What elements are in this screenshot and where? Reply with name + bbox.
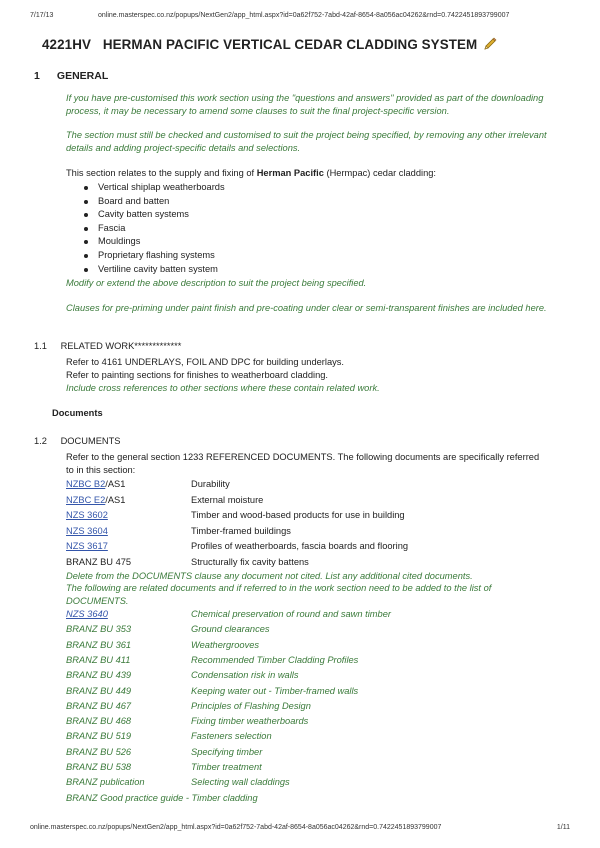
- document-link[interactable]: NZS 3640: [66, 609, 108, 619]
- document-title: External moisture: [191, 494, 264, 505]
- document-title: Principles of Flashing Design: [191, 700, 311, 711]
- table-row: [66, 539, 566, 554]
- document-title: Timber-framed buildings: [191, 525, 291, 536]
- document-code: BRANZ BU 475: [66, 556, 132, 567]
- table-row: [66, 638, 566, 653]
- header-url: online.masterspec.co.nz/popups/NextGen2/app_html.aspx?id=0a62f752-7abd-42af-8654-8a056ac04262&rnd=0.7422451893799007: [98, 12, 510, 19]
- general-note-1: If you have pre-customised this work section using the "questions and answers" provided as part of the downloading process, it may be necessary to amend some clauses to suit the final project-specific version.: [66, 93, 544, 116]
- general-note-3: Modify or extend the above description to suit the project being specified.: [66, 278, 367, 288]
- document-code: BRANZ BU 467: [66, 700, 132, 711]
- document-title: Ground clearances: [191, 624, 270, 635]
- document-title: Fasteners selection: [191, 731, 272, 742]
- general-note-2: The section must still be checked and customised to suit the project being specified, by removing any other irrelevant details and adding project-specific details and selections.: [66, 130, 547, 153]
- table-row: [66, 493, 566, 508]
- footer-url: online.masterspec.co.nz/popups/NextGen2/app_html.aspx?id=0a62f752-7abd-42af-8654-8a056ac04262&rnd=0.7422451893799007: [30, 824, 442, 831]
- table-row: [66, 653, 566, 668]
- related-line-2: Refer to painting sections for finishes to weatherboard cladding.: [66, 370, 329, 380]
- document-code: BRANZ BU 411: [66, 654, 131, 665]
- list-item: Mouldings: [80, 235, 225, 249]
- document-title: Selecting wall claddings: [191, 777, 290, 788]
- document-code: BRANZ BU 353: [66, 624, 132, 635]
- documents-last-line: BRANZ Good practice guide - Timber cladding: [66, 793, 258, 803]
- table-row: [66, 508, 566, 523]
- table-row: [66, 555, 566, 570]
- table-row: [66, 607, 566, 622]
- document-title: Specifying timber: [191, 746, 263, 757]
- document-code: BRANZ BU 526: [66, 746, 132, 757]
- document-code: BRANZ BU 519: [66, 731, 132, 742]
- table-row: [66, 775, 566, 790]
- list-item: Cavity batten systems: [80, 208, 225, 222]
- related-line-1: Refer to 4161 UNDERLAYS, FOIL AND DPC for building underlays.: [66, 357, 344, 367]
- document-title: Timber treatment: [191, 762, 262, 772]
- document-code: [66, 539, 108, 554]
- document-code: BRANZ BU 468: [66, 716, 132, 727]
- document-link[interactable]: NZS 3617: [66, 541, 108, 551]
- scope-list: [80, 181, 225, 276]
- table-row: [66, 714, 566, 729]
- document-title: Keeping water out - Timber-framed walls: [191, 685, 359, 696]
- table-row: [66, 760, 566, 775]
- document-code: NZBC B2/AS1: [66, 479, 126, 489]
- general-heading: 1 GENERAL: [34, 70, 109, 82]
- document-link[interactable]: NZBC B2: [66, 479, 106, 489]
- document-code: NZBC E2/AS1: [66, 494, 126, 505]
- document-title: Profiles of weatherboards, fascia boards and flooring: [191, 541, 409, 551]
- document-code: [66, 508, 108, 523]
- section-title: HERMAN PACIFIC VERTICAL CEDAR CLADDING SYSTEM: [102, 37, 478, 52]
- table-row: [66, 477, 566, 492]
- general-intro: This section relates to the supply and fixing of Herman Pacific (Hermpac) cedar cladding:: [66, 168, 437, 178]
- document-link[interactable]: NZS 3604: [66, 525, 108, 536]
- table-row: [66, 524, 566, 539]
- section-code: 4221HV: [42, 37, 91, 52]
- page-title: [42, 37, 497, 54]
- document-code: BRANZ BU 449: [66, 685, 132, 696]
- documents-note-1: Delete from the DOCUMENTS clause any document not cited. List any additional cited documents.: [66, 571, 473, 581]
- document-link[interactable]: NZS 3602: [66, 510, 108, 520]
- document-title: Timber and wood-based products for use in building: [191, 510, 405, 520]
- document-link[interactable]: NZBC E2: [66, 494, 106, 505]
- page-number: 1/11: [556, 824, 570, 831]
- list-item: Fascia: [80, 222, 225, 236]
- table-row: [66, 668, 566, 683]
- list-item: Proprietary flashing systems: [80, 249, 225, 263]
- document-code: [66, 524, 108, 539]
- print-date: 7/17/13: [30, 12, 54, 19]
- table-row: [66, 729, 566, 744]
- documents-subheading: Documents: [52, 408, 103, 418]
- document-code: BRANZ BU 538: [66, 762, 132, 772]
- documents-heading: 1.2 DOCUMENTS: [34, 436, 121, 446]
- related-note: Include cross references to other sections where these contain related work.: [66, 383, 380, 393]
- related-work-heading: 1.1 RELATED WORK*************: [34, 341, 182, 351]
- document-code: BRANZ BU 361: [66, 639, 132, 650]
- general-note-4: Clauses for pre-priming under paint finish and pre-coating under clear or semi-transparent finishes are included here.: [66, 303, 547, 313]
- document-title: Fixing timber weatherboards: [191, 716, 309, 727]
- document-title: Durability: [191, 479, 230, 489]
- documents-intro: Refer to the general section 1233 REFERENCED DOCUMENTS. The following documents are specifically referred to in this section:: [66, 452, 540, 475]
- document-title: Structurally fix cavity battens: [191, 556, 309, 567]
- documents-note-2: The following are related documents and if referred to in the work section need to be added to the list of DOCUMENTS.: [66, 583, 492, 606]
- list-item: Board and batten: [80, 195, 225, 209]
- document-code: BRANZ publication: [66, 777, 145, 788]
- table-row: [66, 622, 566, 637]
- table-row: [66, 699, 566, 714]
- list-item: Vertiline cavity batten system: [80, 263, 225, 277]
- document-code: BRANZ BU 439: [66, 670, 132, 681]
- document-title: Recommended Timber Cladding Profiles: [191, 654, 359, 665]
- document-title: Weathergrooves: [191, 639, 260, 650]
- document-title: Condensation risk in walls: [191, 670, 299, 681]
- list-item: Vertical shiplap weatherboards: [80, 181, 225, 195]
- table-row: [66, 745, 566, 760]
- pencil-icon[interactable]: [483, 37, 497, 54]
- table-row: [66, 684, 566, 699]
- document-title: Chemical preservation of round and sawn timber: [191, 609, 391, 619]
